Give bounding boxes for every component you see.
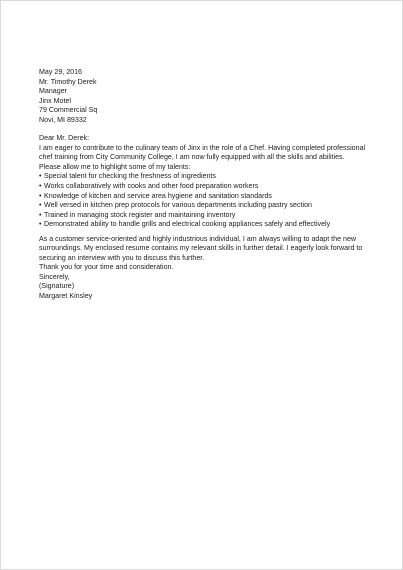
signature-placeholder: (Signature): [39, 282, 75, 291]
letter-content: [39, 68, 369, 302]
intro-paragraph: I am eager to contribute to the culinary team of Jinx in the role of a Chef. Having completed professional chef training from City Community College, I am now fully equipped with all the skills and abilities.: [39, 143, 366, 162]
recipient-title: Manager: [39, 87, 67, 96]
recipient-company: Jinx Motel: [39, 96, 71, 105]
list-item: • Demonstrated ability to handle grills and electrical cooking appliances safely and effectively: [39, 220, 369, 230]
recipient-street: 79 Commercial Sq: [39, 106, 98, 115]
thanks-line: Thank you for your time and consideration.: [39, 263, 174, 272]
list-item: • Knowledge of kitchen and service area hygiene and sanitation standards: [39, 192, 369, 202]
list-item: • Special talent for checking the freshness of ingredients: [39, 172, 369, 182]
recipient-name: Mr. Timothy Derek: [39, 77, 97, 86]
letter-date: May 29, 2016: [39, 68, 82, 76]
closing: Sincerely,: [39, 272, 70, 281]
salutation: Dear Mr. Derek:: [39, 134, 90, 143]
body-paragraph: As a customer service-oriented and highly industrious individual, I am always willing to adapt the new surroundings. My enclosed resume contains my relevant skills in further detail. I eagerly look forward to securing an interview with you to discuss this further.: [39, 234, 363, 262]
recipient-city: Novi, MI 89332: [39, 115, 87, 124]
list-item: • Well versed in kitchen prep protocols for various departments including pastry section: [39, 201, 369, 211]
list-item: • Works collaboratively with cooks and other food preparation workers: [39, 182, 369, 192]
list-item: • Trained in managing stock register and maintaining inventory: [39, 211, 369, 221]
talents-list: [39, 172, 369, 230]
recipient-address: [39, 78, 369, 126]
sender-name: Margaret Kinsley: [39, 292, 93, 301]
talents-intro: Please allow me to highlight some of my talents:: [39, 162, 191, 171]
